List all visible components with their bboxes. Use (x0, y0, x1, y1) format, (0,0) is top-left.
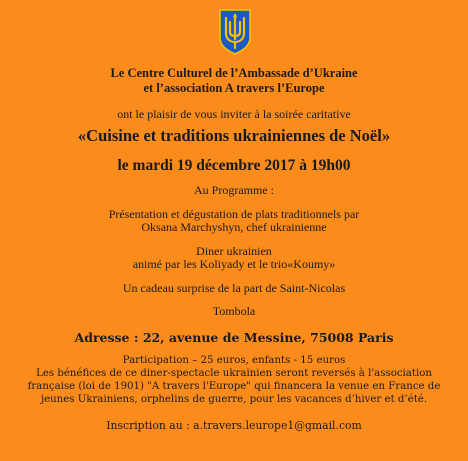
programme-item-1-line-2: Oksana Marchyshyn, chef ukrainienne (141, 220, 327, 234)
organizer-line-1: Le Centre Culturel de l’Ambassade d’Ukraine (110, 66, 358, 80)
programme-item-3: Un cadeau surprise de la part de Saint-Nicolas (122, 281, 346, 295)
benefit-line-3: jeunes Ukrainiens, orphelins de guerre, pour les vacances d’hiver et d’été. (40, 394, 428, 405)
programme-item-2-line-2: animé par les Koliyady et le trio«Koumy» (132, 257, 336, 271)
programme-heading: Au Programme : (194, 183, 274, 197)
programme-item-2-line-1: Diner ukrainien (196, 244, 272, 258)
benefit-line-2: française (loi de 1901) "A travers l'Europe" qui financera la venue en France de (27, 381, 441, 392)
programme-item-1-line-1: Présentation et dégustation de plats traditionnels par (108, 207, 360, 221)
event-title: «Cuisine et traditions ukrainiennes de Noël» (77, 126, 391, 145)
programme-item-4: Tombola (212, 304, 256, 318)
organizer-line-2: et l’association A travers l’Europe (143, 81, 325, 95)
intro-text: ont le plaisir de vous inviter à la soirée caritative (117, 107, 351, 121)
benefit-line-1: Les bénéfices de ce diner-spectacle ukrainien seront reversés à l'association (36, 368, 432, 379)
registration-email: Inscription au : a.travers.leurope1@gmail.com (106, 419, 362, 432)
ukraine-trident-coat-of-arms-icon (219, 9, 251, 55)
event-date: le mardi 19 décembre 2017 à 19h00 (117, 157, 351, 174)
participation-fee: Participation – 25 euros, enfants - 15 euros (122, 355, 346, 366)
event-address: Adresse : 22, avenue de Messine, 75008 Paris (74, 330, 394, 345)
